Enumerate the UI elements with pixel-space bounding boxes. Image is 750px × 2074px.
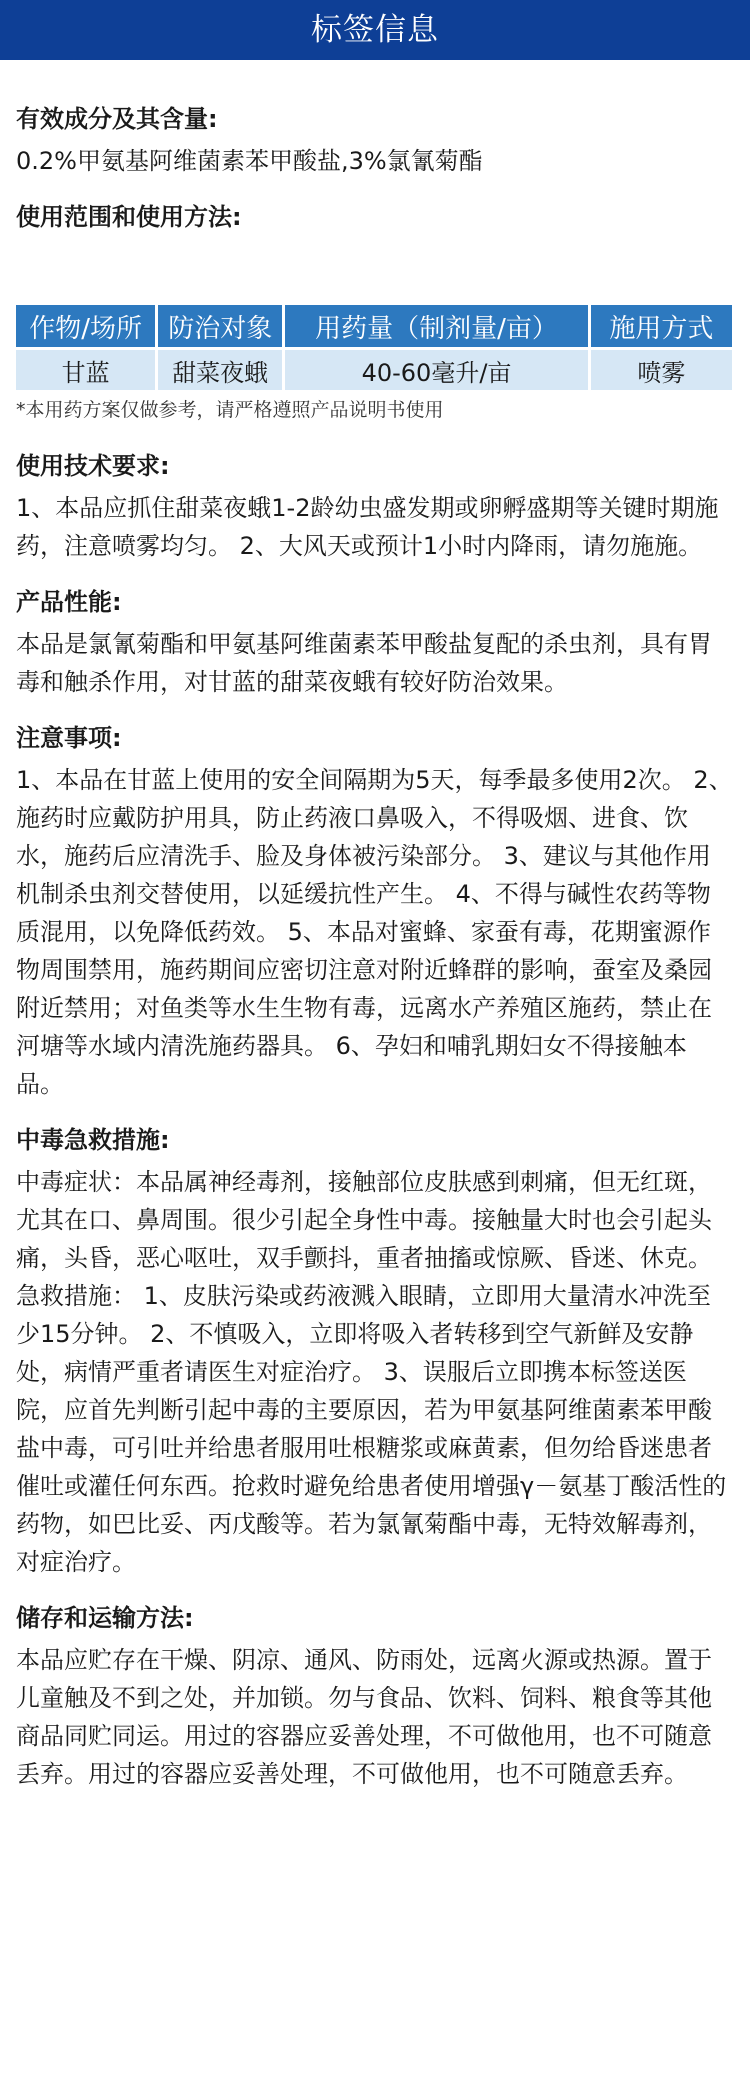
precautions-heading: 注意事项: [16,724,122,752]
column-header-target: 防治对象 [158,305,282,347]
dosage-table [13,302,735,393]
performance-section [16,583,734,701]
page-header [0,0,750,60]
dosage-table-header-row [16,305,732,347]
storage-section [16,1599,734,1793]
column-header-crop: 作物/场所 [16,305,155,347]
cell-method: 喷雾 [591,350,732,390]
table-row [16,350,732,390]
ingredients-section [16,100,734,180]
usage-note: *本用药方案仅做参考，请严格遵照产品说明书使用 [16,399,444,421]
ingredients-text: 0.2%甲氨基阿维菌素苯甲酸盐,3%氯氰菊酯 [16,147,483,175]
cell-dosage: 40-60毫升/亩 [285,350,588,390]
usage-spacer [16,240,734,302]
first-aid-section [16,1121,734,1581]
usage-section [16,198,734,425]
storage-heading: 储存和运输方法: [16,1604,194,1632]
precautions-section [16,719,734,1103]
column-header-method: 施用方式 [591,305,732,347]
first-aid-text: 中毒症状：本品属神经毒剂，接触部位皮肤感到刺痛，但无红斑，尤其在口、鼻周围。很少引起全身性中毒。接触量大时也会引起头痛，头昏，恶心呕吐，双手颤抖，重者抽搐或惊厥、昏迷、休克。 急救措施： 1、皮肤污染或药液溅入眼睛，立即用大量清水冲洗至少15分钟。 2、不慎吸入，立即将吸入者转移到空气新鲜及安静处，病情严重者请医生对症治疗。 3、误服后立即携本标签送医院，应首先判断引起中毒的主要原因，若为甲氨基阿维菌素苯甲酸盐中毒，可引吐并给患者服用吐根糖浆或麻黄素，但勿给昏迷患者催吐或灌任何东西。抢救时避免给患者使用增强γ－氨基丁酸活性的药物，如巴比妥、丙戊酸等。若为氯氰菊酯中毒，无特效解毒剂，对症治疗。 [16,1168,727,1576]
technical-text: 1、本品应抓住甜菜夜蛾1-2龄幼虫盛发期或卵孵盛期等关键时期施药，注意喷雾均匀。 2、大风天或预计1小时内降雨，请勿施施。 [16,494,719,560]
label-content [0,60,750,1793]
column-header-dosage: 用药量（制剂量/亩） [285,305,588,347]
storage-text: 本品应贮存在干燥、阴凉、通风、防雨处，远离火源或热源。置于儿童触及不到之处，并加锁。勿与食品、饮料、饲料、粮食等其他商品同贮同运。用过的容器应妥善处理，不可做他用，也不可随意丢弃。用过的容器应妥善处理，不可做他用，也不可随意丢弃。 [16,1646,712,1788]
usage-heading: 使用范围和使用方法: [16,203,242,231]
first-aid-heading: 中毒急救措施: [16,1126,170,1154]
performance-heading: 产品性能: [16,588,122,616]
precautions-text: 1、本品在甘蓝上使用的安全间隔期为5天，每季最多使用2次。 2、施药时应戴防护用具，防止药液口鼻吸入，不得吸烟、进食、饮水，施药后应清洗手、脸及身体被污染部分。 3、建议与其他作用机制杀虫剂交替使用，以延缓抗性产生。 4、不得与碱性农药等物质混用，以免降低药效。 5、本品对蜜蜂、家蚕有毒，花期蜜源作物周围禁用，施药期间应密切注意对附近蜂群的影响，蚕室及桑园附近禁用；对鱼类等水生生物有毒，远离水产养殖区施药，禁止在河塘等水域内清洗施药器具。 6、孕妇和哺乳期妇女不得接触本品。 [16,766,733,1098]
page-title: 标签信息 [311,12,439,48]
ingredients-heading: 有效成分及其含量: [16,105,218,133]
technical-section [16,447,734,565]
cell-crop: 甘蓝 [16,350,155,390]
cell-target: 甜菜夜蛾 [158,350,282,390]
technical-heading: 使用技术要求: [16,452,170,480]
performance-text: 本品是氯氰菊酯和甲氨基阿维菌素苯甲酸盐复配的杀虫剂，具有胃毒和触杀作用，对甘蓝的甜菜夜蛾有较好防治效果。 [16,630,712,696]
